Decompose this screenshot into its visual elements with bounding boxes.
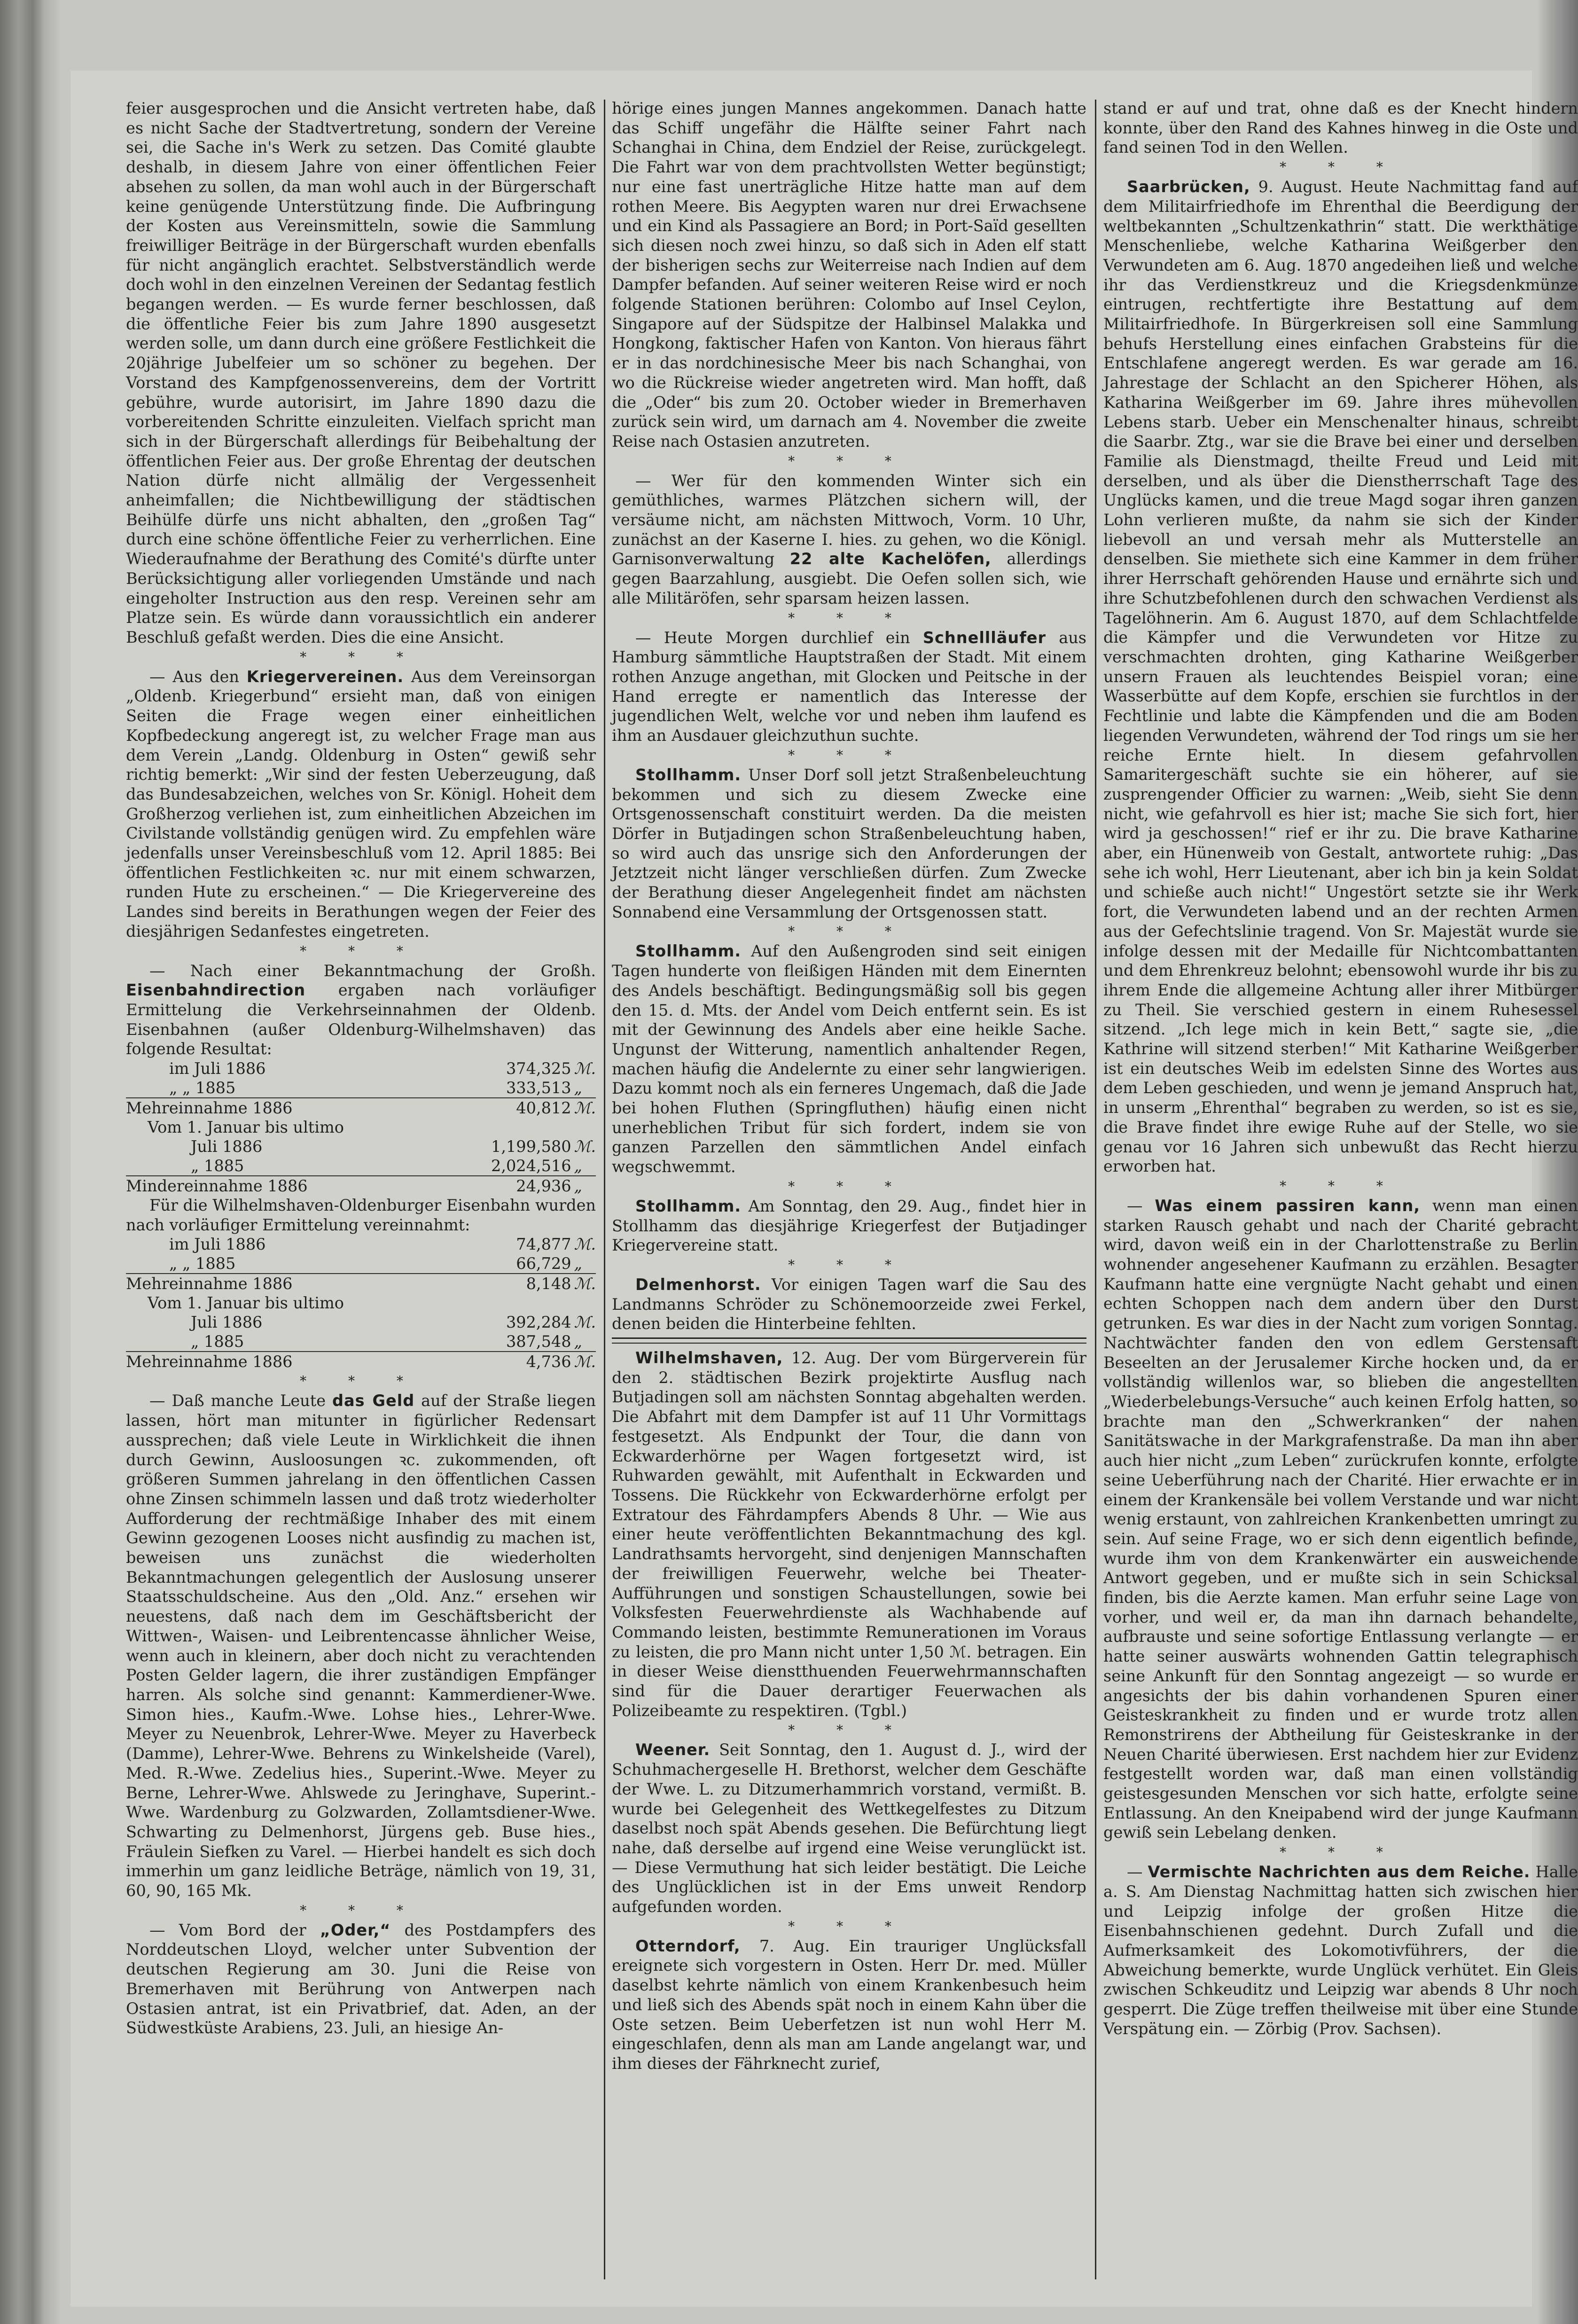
row-unit: ℳ. [574,1137,596,1156]
article-paragraph [612,1348,1086,1720]
table-row [126,1059,596,1078]
row-label: im Juli 1886 [169,1235,266,1254]
column-divider-1 [604,100,605,2279]
section-separator: * * * [788,453,910,469]
row-value: 2,024,516 [451,1156,574,1176]
table-row [126,1098,596,1118]
column-right [1103,99,1578,2269]
row-unit: „ [574,1078,596,1098]
article-heading: das Geld [332,1391,415,1410]
row-label: „ „ 1885 [126,1254,468,1274]
row-value: 333,513 [451,1078,574,1098]
row-value: 1,199,580 [491,1137,571,1156]
row-value: 387,548 [468,1332,574,1352]
column-left [126,99,596,2269]
row-label: Mindereinnahme 1886 [126,1177,308,1196]
article-lead: — Daß manche Leute [149,1391,332,1410]
section-separator: * * * [788,1257,910,1273]
row-unit: ℳ. [574,1313,596,1332]
table-row [126,1235,596,1254]
article-lead: — Nach einer Bekanntmachung der Großh. [149,961,596,980]
table-row [126,1274,596,1293]
article-heading: Otterndorf, [635,1936,741,1955]
article-paragraph [612,765,1086,922]
table-row [126,1137,596,1156]
article-text: Für die Wilhelmshaven-Oldenburger Eisenbahn wurden nach vorläufiger Ermittelung vereinnahmt: [126,1196,596,1234]
article-text: allerdings gegen Baarzahlung, ausgiebt. Die Oefen sollen sich, wie alle Militäröfen, sehr sparsam heizen lassen. [612,550,1086,607]
section-separator: * * * [300,943,422,959]
row-value [468,1293,574,1313]
table-row [126,1156,596,1176]
row-label: Mehreinnahme 1886 [126,1099,293,1118]
row-label: „ 1885 [126,1332,468,1352]
row-unit: ℳ. [574,1275,596,1293]
row-value: 392,284 [506,1313,571,1332]
article-text: stand er auf und trat, ohne daß es der Knecht hindern konnte, über den Rand des Kahnes hinweg in die Oste und fand seinen Tod in den Wellen. [1103,99,1578,157]
article-heading: Wilhelmshaven, [635,1349,783,1368]
table-row [126,1313,596,1332]
column-divider-2 [1095,100,1096,2279]
row-unit: ℳ. [574,1099,596,1118]
article-paragraph [126,667,596,941]
article-lead: — Heute Morgen durchlief ein [635,628,923,647]
row-value: 4,736 [526,1352,571,1371]
column-rule [612,1343,1086,1344]
row-value: 374,325 [506,1059,571,1078]
row-value: 8,148 [526,1275,571,1293]
article-heading: „Oder,“ [320,1920,391,1939]
article-paragraph [612,941,1086,1176]
row-unit: „ [574,1254,596,1274]
article-paragraph [126,1391,596,1900]
revenue-table [126,1235,596,1371]
article-text: 7. Aug. Ein trauriger Unglücksfall ereignete sich vorgestern in Osten. Herr Dr. med. Müller daselbst kehrte nämlich von einem Krankenbesuch heim und ließ sich des Abends spät noch in einem Kahn über die Oste setzen. Beim Ueberfetzen ist nun wohl Herr M. eingeschlafen, denn als man am Lande angelangt war, und ihm dieses der Fährknecht zurief, [612,1936,1086,2073]
article-text: Auf den Außengroden sind seit einigen Tagen hunderte von fleißigen Händen mit dem Einernten des Andels beschäftigt. Bedingungsmäßig soll bis gegen den 15. d. Mts. der Andel vom Deich entfernt sein. Es ist mit der Gewinnung des Andels aber eine heikle Sache. Ungunst der Witterung, namentlich anhaltender Regen, machen häufig die Andelernte zu einer sehr langwierigen. Dazu kommt noch als ein ferneres Ungemach, daß die Jade bei hohen Fluthen (Springfluthen) häufig einen nicht unerheblichen Tribut für sich fordert, indem sie von ganzen Parzellen den sämmtlichen Andel einfach wegschwemmt. [612,942,1086,1176]
row-unit: ℳ. [574,1352,596,1371]
article-heading: Eisenbahndirection [126,981,306,1000]
article-paragraph [612,1275,1086,1334]
article-text: 9. August. Heute Nachmittag fand auf dem Militairfriedhofe im Ehrenthal die Beerdigung der weltbekannten „Schultzenkathrin“ statt. Die werkthätige Menschenliebe, welche Katharina Weißgerber den Verwundeten am 6. Aug. 1870 angedeihen ließ und welche ihr das Verdienstkreuz und die Kriegsdenkmünze eintrugen, rechtfertigte ihre Bestattung auf dem Militairfriedhofe. In Bürgerkreisen soll eine Sammlung behufs Herstellung eines einfachen Grabsteins für die Entschlafene angeregt werden. Es war gerade am 16. Jahrestage der Schlacht an den Spicherer Höhen, als Katharina Weißgerber im 69. Jahre ihres mühevollen Lebens starb. Ueber ein Menschenalter hinaus, schreibt die Saarbr. Ztg., war sie die Brave bei einer und derselben Familie als Dienstmagd, theilte Freud und Leid mit derselben, und als über die Dienstherrschaft Tage des Unglücks kamen, und die treue Magd sogar ihren ganzen Lohn verlieren mußte, da nahm sie sich der Kinder liebevoll an und versah mehr als Mutterstelle an denselben. Sie miethete sich eine Kammer in dem früher ihrer Herrschaft gehörenden Hause und ernährte sich und ihre Schutzbefohlenen durch den schwachen Verdienst als Tagelöhnerin. Am 6. August 1870, auf dem Schlachtfelde die Kämpfer und die Verwundeten vor Hitze zu verschmachten drohten, ging Katharine Weißgerber unsern Frauen als leuchtendes Beispiel voran; eine Wasserbütte auf dem Kopfe, erschien sie furchtlos in der Fechtlinie und labte die Kämpfenden und die am Boden liegenden Verwundeten, während der Tod rings um sie her reiche Ernte hielt. In diesem gefahrvollen Samaritergeschäft suchte sie ein höherer, auf sie zusprengender Officier zu warnen: „Weib, sieht Sie denn nicht, wie gefahrvoll es hier ist; mache Sie sich fort, hier wird ja geschossen!“ rief er ihr zu. Die brave Katharine aber, ein Hünenweib von Gestalt, antwortete ruhig: „Das sehe ich wohl, Herr Lieutenant, aber ich bin ja kein Soldat und schieße auch nicht!“ Ungestört setzte sie ihr Werk fort, die Verwundeten labend und an der rechten Armen aus der Gefechtslinie tragend. Von Sr. Majestät wurde sie infolge dessen mit der Medaille für Nichtcombattanten und dem Ehrenkreuz belohnt; ebensowohl wurde ihr bis zu ihrem Ende die allgemeine Achtung aller ihrer Mitbürger zu Theil. Sie verschied gestern in einem Ruhesessel sitzend. „Ich lege mich in kein Bett,“ sagte sie, „die Kathrine will sitzend sterben!“ Mit Katharine Weißgerber ist ein deutsches Weib im edelsten Sinne des Wortes aus dem Leben geschieden, und wenn je jemand Anspruch hat, in unserm „Ehrenthal“ begraben zu werden, so ist es sie, die Brave findet ihre ewige Ruhe auf der Stelle, wo sie genau vor 16 Jahren sich unbewußt das Recht hierzu erworben hat. [1103,178,1578,1176]
table-row [126,1254,596,1274]
article-heading: Kriegervereinen. [246,667,404,686]
article-text: Seit Sonntag, den 1. August d. J., wird der Schuhmachergeselle H. Brethorst, welcher dem Geschäfte der Wwe. L. zu Ditzumerhammrich vorstand, vermißt. B. wurde bei Gelegenheit des Wettkegelfestes zu Ditzum daselbst noch spät Abends gesehen. Die Befürchtung liegt nahe, daß derselbe auf irgend eine Weise verunglückt ist. — Diese Vermuthung hat sich leider bestätigt. Die Leiche des Unglücklichen ist in der Ems unweit Rendorp aufgefunden worden. [612,1741,1086,1916]
column-middle [612,99,1086,2269]
section-separator: * * * [300,1902,422,1918]
row-value [451,1118,574,1137]
article-lead: — [1127,1863,1148,1881]
article-paragraph [126,1196,596,1235]
article-lead: — Wer für den kommenden Winter sich ein gemüthliches, warmes Plätzchen sichern will, der versäume nicht, am nächsten Mittwoch, Vorm. 10 Uhr, zunächst an der Kaserne I. hies. zu gehen, wo die Königl. Garnisonverwaltung [612,471,1086,568]
article-paragraph [612,99,1086,451]
section-separator: * * * [788,924,910,940]
article-text: des Postdampfers des Norddeutschen Lloyd, welcher unter Subvention der deutschen Regierung am 30. Juni die Reise von Bremerhaven mit Berührung von Antwerpen nach Ostasien antrat, ist ein Privatbrief, dat. Aden, an der Südwestküste Arabiens, 23. Juli, an hiesige An- [126,1920,596,2037]
article-heading: Stollhamm. [635,942,742,961]
row-label: im Juli 1886 [169,1059,266,1078]
article-text: hörige eines jungen Mannes angekommen. Danach hatte das Schiff ungefähr die Hälfte seiner Fahrt nach Schanghai in China, dem Endziel der Reise, zurückgelegt. Die Fahrt war von dem prachtvollsten Wetter begünstigt; nur eine fast unerträgliche Hitze hatte man auf dem rothen Meere. Bis Aegypten waren nur drei Erwachsene und ein Kind als Passagiere an Bord; in Port-Saïd gesellten sich diesen noch zwei hinzu, so daß sich in Aden elf statt der bisherigen sechs zur Weiterreise nach Indien auf dem Dampfer befanden. Auf seiner weiteren Reise wird er noch folgende Stationen berühren: Colombo auf Insel Ceylon, Singapore auf der Südspitze der Halbinsel Malakka und Hongkong, faktischer Hafen von Kanton. Von hieraus fährt er in das nordchinesische Meer bis nach Schanghai, von wo die Rückreise wieder angetreten wird. Man hofft, daß die „Oder“ bis zum 20. October wieder in Bremerhaven zurück sein wird, um darnach am 4. November die zweite Reise nach Ostasien anzutreten. [612,99,1086,451]
article-text: auf der Straße liegen lassen, hört man mitunter in figürlicher Redensart aussprechen; daß viele Leute in Wirklichkeit die ihnen durch Gewinn, Ausloosungen ꝛc. zukommenden, oft größeren Summen jahrelang in den öffentlichen Cassen ohne Zinsen schimmeln lassen und daß trotz wiederholter Aufforderung der rechtmäßige Inhaber des mit einem Gewinn gezogenen Looses nicht ausfindig zu machen ist, beweisen uns zunächst die wiederholten Bekanntmachungen gelegentlich der Auslosung unserer Staatsschuldscheine. Aus den „Old. Anz.“ ersehen wir neuestens, daß nach dem im Geschäftsbericht der Wittwen-, Waisen- und Leibrentencasse ähnlicher Weise, wenn auch in kleinern, aber doch nicht zu verachtenden Posten Gelder lagern, die ihrer zuständigen Empfänger harren. Als solche sind genannt: Kammerdiener-Wwe. Simon hies., Kaufm.-Wwe. Lohse hies., Lehrer-Wwe. Meyer zu Neuenbrok, Lehrer-Wwe. Meyer zu Haverbeck (Damme), Lehrer-Wwe. Behrens zu Winkelsheide (Varel), Med. R.-Wwe. Zedelius hies., Superint.-Wwe. Meyer zu Berne, Lehrer-Wwe. Ahlswede zu Jeringhave, Superint.-Wwe. Wardenburg zu Golzwarden, Zollamtsdiener-Wwe. Schwarting zu Delmenhorst, Jürgens geb. Buse hies., Fräulein Siefken zu Varel. — Hierbei handelt es sich doch immerhin um ganz leidliche Beträge, nämlich von 19, 31, 60, 90, 165 Mk. [126,1391,596,1900]
article-text: Aus dem Vereinsorgan „Oldenb. Kriegerbund“ ersieht man, daß von einigen Seiten die Frage wegen einer einheitlichen Kopfbedeckung angeregt ist, zu welcher Frage man aus dem Verein „Landg. Oldenburg in Osten“ gewiß sehr richtig bemerkt: „Wir sind der festen Ueberzeugung, daß das Bundesabzeichen, welches von Sr. Königl. Hoheit dem Großherzog verliehen ist, zum einheitlichen Abzeichen im Civilstande vollständig genügen wird. Zu empfehlen wäre jedenfalls unser Vereinsbeschluß vom 12. April 1885: Bei öffentlichen Festlichkeiten ꝛc. nur mit einem schwarzen, runden Hute zu erscheinen.“ — Die Kriegervereine des Landes sind bereits in Berathungen wegen der Feier des diesjährigen Sedanfestes eingetreten. [126,667,596,940]
article-text: 12. Aug. Der vom Bürgerverein für den 2. städtischen Bezirk projektirte Ausflug nach Butjadingen soll am nächsten Sonntag abgehalten werden. Die Abfahrt mit dem Dampfer ist auf 11 Uhr Vormittags festgesetzt. Als Endpunkt der Tour, die dann von Eckwarderhörne per Wagen fortgesetzt wird, ist Ruhwarden gewählt, mit Aufenthalt in Eckwarden und Tossens. Die Rückkehr von Eckwarderhörne erfolgt per Extratour des Fährdampfers Abends 8 Uhr. — Wie aus einer heute veröffentlichten Bekanntmachung des kgl. Landrathsamts hervorgeht, sind denjenigen Mannschaften der freiwilligen Feuerwehr, welche bei Theater-Aufführungen und sonstigen Schaustellungen, sowie bei Volksfesten Feuerwehrdienste als Wachhabende auf Commando leisten, bestimmte Remunerationen im Voraus zu leisten, die pro Mann nicht unter 1,50 ℳ. betragen. Ein in dieser Weise dienstthuenden Feuerwehrmannschaften sind für die Dauer derartiger Feuerwachen als Polizeibeamte zu respektiren. (Tgbl.) [612,1349,1086,1720]
article-text: Halle a. S. Am Dienstag Nachmittag hatten sich zwischen hier und Leipzig infolge der großen Hitze die Eisenbahnschienen gedehnt. Durch Zufall und die Aufmerksamkeit des Lokomotivführers, der die Abweichung bemerkte, wurde Unglück verhütet. Ein Gleis zwischen Schkeuditz und Leipzig war abends 8 Uhr noch gesperrt. Die Züge treffen theilweise mit über eine Stunde Verspätung ein. — Zörbig (Prov. Sachsen). [1103,1863,1578,2038]
article-lead: — Vom Bord der [149,1920,320,1939]
article-text: Am Sonntag, den 29. Aug., findet hier in Stollhamm das diesjährige Kriegerfest der Butjadinger Kriegervereine statt. [612,1197,1086,1255]
article-paragraph [612,1740,1086,1916]
table-row [126,1176,596,1196]
article-lead: — [1127,1196,1155,1215]
article-paragraph [612,471,1086,608]
article-paragraph [126,1920,596,2038]
row-value: 66,729 [468,1254,574,1274]
section-separator: * * * [300,649,422,665]
section-separator: * * * [1280,1844,1402,1860]
row-value: 74,877 [516,1235,571,1254]
table-row [126,1118,596,1137]
row-label: Vom 1. Januar bis ultimo [148,1294,344,1313]
article-paragraph [1103,1862,1578,2038]
article-text: ergaben nach vorläufiger Ermittelung die Verkehrseinnahmen der Oldenb. Eisenbahnen (außer Oldenburg-Wilhelmshaven) das folgende Resultat: [126,981,596,1058]
row-label: Juli 1886 [191,1313,263,1332]
section-separator: * * * [788,747,910,763]
row-unit: „ [574,1177,582,1196]
article-text: Unser Dorf soll jetzt Straßenbeleuchtung bekommen und sich zu diesem Zwecke eine Ortsgenossenschaft constituirt werden. Da die meisten Dörfer in Butjadingen schon Straßenbeleuchtung haben, so wird auch das unsrige sich den Anforderungen der Jetztzeit nicht länger verschließen dürfen. Zum Zwecke der Berathung dieser Angelegenheit findet am nächsten Sonnabend eine Versammlung der Ortsgenossen statt. [612,765,1086,921]
article-text: feier ausgesprochen und die Ansicht vertreten habe, daß es nicht Sache der Stadtvertretung, sondern der Vereine sei, die Sache in's Werk zu setzen. Das Comité glaubte deshalb, in diesem Jahre von einer öffentlichen Feier absehen zu sollen, da man wohl auch in der Bürgerschaft keine genügende Unterstützung finde. Die Aufbringung der Kosten aus Vereinsmitteln, sowie die Sammlung freiwilliger Beiträge in der Bürgerschaft wurden ebenfalls für nicht angänglich erachtet. Selbstverständlich werde doch wohl in den einzelnen Vereinen der Sedantag festlich begangen werden. — Es wurde ferner beschlossen, daß die öffentliche Feier bis zum Jahre 1890 ausgesetzt werden solle, um dann durch eine größere Festlichkeit die 20jährige Jubelfeier um so schöner zu begehen. Der Vorstand des Kampfgenossenvereins, dem der Vortritt gebühre, wurde autorisirt, im Jahre 1890 dazu die vorbereitenden Schritte einzuleiten. Vielfach spricht man sich in der Bürgerschaft allerdings für Beibehaltung der öffentlichen Feier aus. Der große Ehrentag der deutschen Nation dürfe nicht allmälig der Vergessenheit anheimfallen; die Nichtbewilligung der städtischen Beihülfe dürfe uns nicht abhalten, den „großen Tag“ durch eine schöne öffentliche Feier zu verherrlichen. Eine Wiederaufnahme der Berathung des Comité's dürfte unter Berücksichtigung aller vorliegenden Umstände und nach eingeholter Instruction aus den resp. Vereinen sehr am Platze sein. Es würde dann voraussichtlich ein anderer Beschluß gefaßt werden. Dies die eine Ansicht. [126,99,596,646]
row-unit [574,1293,596,1313]
row-unit: „ [574,1156,596,1176]
article-heading: Was einem passiren kann, [1155,1196,1421,1215]
article-heading: Saarbrücken, [1127,178,1250,196]
article-paragraph [1103,177,1578,1176]
row-label: Vom 1. Januar bis ultimo [148,1118,344,1137]
newspaper-page [70,70,1578,2307]
article-paragraph [126,99,596,647]
section-separator: * * * [788,1722,910,1738]
table-row [126,1332,596,1352]
row-label: Mehreinnahme 1886 [126,1275,293,1293]
table-row [126,1352,596,1371]
section-separator: * * * [1280,1178,1402,1194]
row-value: 40,812 [516,1099,571,1118]
row-value: 24,936 [516,1177,571,1196]
article-paragraph [612,1936,1086,2074]
row-label: Mehreinnahme 1886 [126,1352,293,1371]
article-text: wenn man einen starken Rausch gehabt und nach der Charité gebracht wird, davon weiß ein in der Charlottenstraße zu Berlin wohnender angesehener Kaufmann zu erzählen. Besagter Kaufmann hatte eine vergnügte Nacht gehabt und einen echten Schoppen nach dem andern über den Durst getrunken. Es war dies in der Nacht zum vorigen Sonntag. Nachtwächter fanden den von edlem Gerstensaft Beseelten an der Jerusalemer Kirche hocken und, da er vollständig willenlos war, so blieben die angestellten „Wiederbelebungs-Versuche“ auch keinen Erfolg hatten, so brachte man den „Schwerkranken“ der nahen Sanitätswache in der Markgrafenstraße. Da man ihn aber auch hier nicht „zum Leben“ zurückrufen konnte, erfolgte seine Ueberführung nach der Charité. Hier erwachte er in einem der Krankensäle bei vollem Verstande und war nicht wenig erstaunt, von zahlreichen Krankenbetten umringt zu sein. Auf seine Frage, wo er sich denn eigentlich befinde, wurde ihm von dem Krankenwärter ein ausweichende Antwort gegeben, und er mußte sich in sein Schicksal finden, bis die Aerzte kamen. Man erfuhr seine Lage von vorher, und weil er, da man ihn darnach behandelte, aufbrauste und seine sofortige Entlassung verlangte — er hatte seiner auswärts wohnenden Gattin telegraphisch seine Ankunft für den Sonntag angezeigt — so wurde er angesichts der bis dahin vorhandenen Spuren einer Geisteskrankheit zu finden und er wurde trotz allen Remonstrirens der Abtheilung für Geisteskranke in der Neuen Charité überwiesen. Erst nachdem hier zur Evidenz festgestellt worden war, daß man einen vollständig geistesgesunden Menschen vor sich hatte, erfolgte seine Entlassung. An den Kneipabend wird der junge Kaufmann gewiß sein Lebelang denken. [1103,1196,1578,1842]
column-rule [612,1337,1086,1339]
article-paragraph [1103,1196,1578,1842]
article-paragraph [1103,99,1578,157]
row-label: „ „ 1885 [126,1078,451,1098]
article-heading: Schnellläufer [922,628,1047,647]
row-unit: ℳ. [574,1235,596,1254]
article-lead: — Aus den [149,667,247,686]
article-text: Vor einigen Tagen warf die Sau des Landmanns Schröder zu Schönemoorzeide zwei Ferkel, denen beiden die Hinterbeine fehlten. [612,1275,1086,1333]
article-paragraph [126,961,596,1059]
article-text: aus Hamburg sämmtliche Hauptstraßen der Stadt. Mit einem rothen Anzuge angethan, mit Glocken und Peitsche in der Hand erregte er namentlich das Interesse der jugendlichen Welt, welche vor und neben ihm laufend es ihm an Ausdauer gleichzuthun suchte. [612,628,1086,745]
article-heading: Delmenhorst. [635,1275,761,1294]
row-unit [574,1118,596,1137]
row-label: Juli 1886 [191,1137,263,1156]
article-heading: 22 alte Kachelöfen, [789,550,992,568]
article-heading: Stollhamm. [635,1197,742,1215]
table-row [126,1078,596,1098]
section-separator: * * * [788,1178,910,1194]
row-unit: ℳ. [574,1059,596,1078]
row-unit: „ [574,1332,596,1352]
article-heading: Weener. [635,1741,711,1759]
article-paragraph [612,1197,1086,1255]
row-label: „ 1885 [126,1156,451,1176]
table-row [126,1293,596,1313]
revenue-table [126,1059,596,1196]
article-paragraph [612,628,1086,746]
section-separator: * * * [300,1373,422,1389]
section-separator: * * * [788,1918,910,1934]
section-separator: * * * [1280,159,1402,175]
article-heading: Stollhamm. [635,765,742,784]
section-separator: * * * [788,610,910,626]
article-heading: Vermischte Nachrichten aus dem Reiche. [1148,1863,1531,1881]
